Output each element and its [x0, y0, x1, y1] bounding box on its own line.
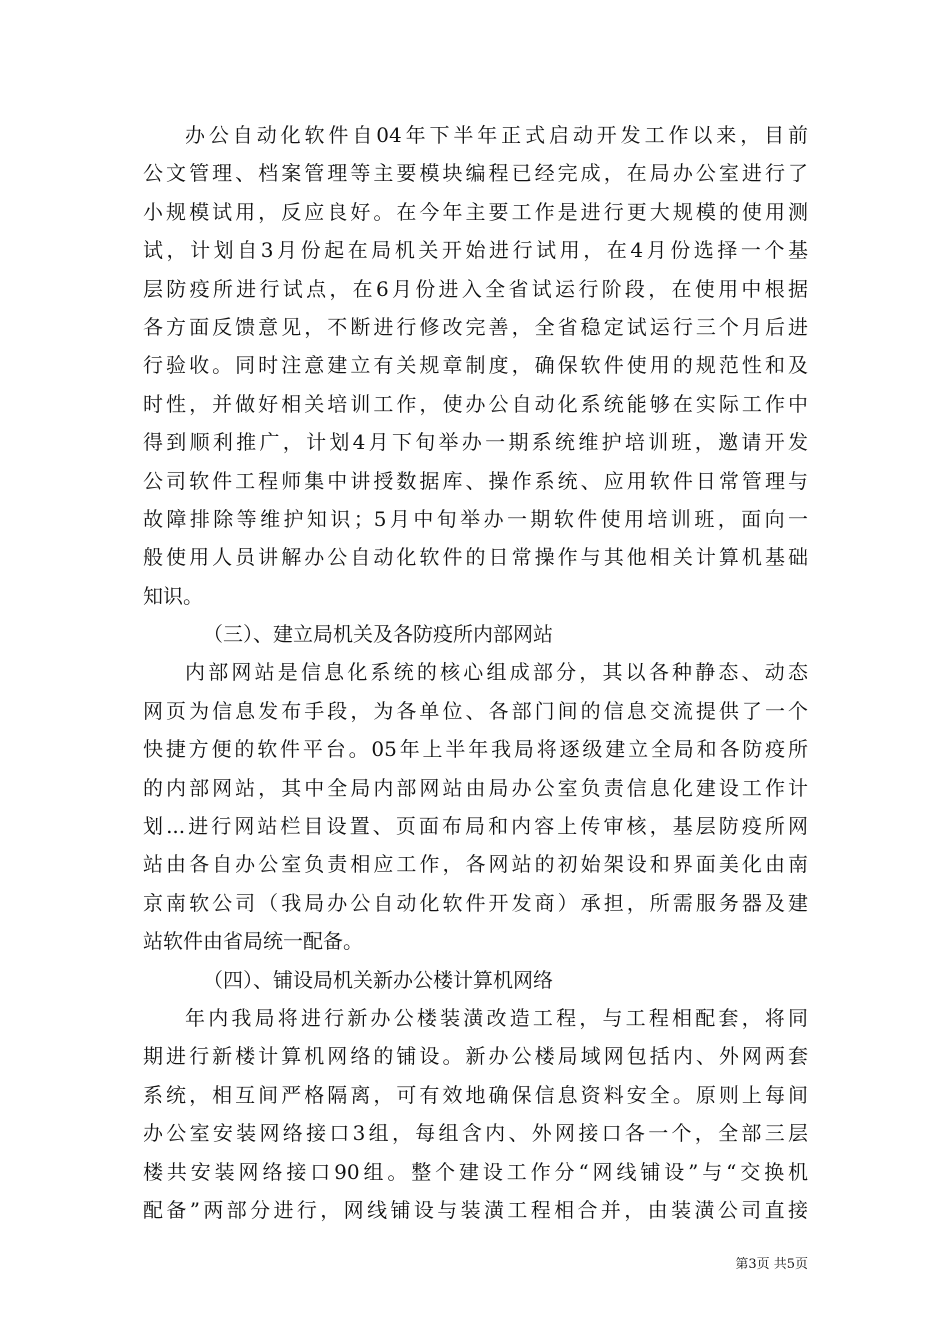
document-body — [143, 116, 808, 1229]
text-line: 快捷方便的软件平台。05年上半年我局将逐级建立全局和各防疫所 — [143, 737, 808, 762]
text-line: 配备”两部分进行，网线铺设与装潢工程相合并，由装潢公司直接 — [143, 1197, 808, 1222]
text-line: 得到顺利推广，计划4月下旬举办一期系统维护培训班，邀请开发 — [143, 430, 808, 455]
text-line: 系统，相互间严格隔离，可有效地确保信息资料安全。原则上每间 — [143, 1082, 808, 1107]
text-line: 各方面反馈意见，不断进行修改完善，全省稳定试运行三个月后进 — [143, 314, 808, 339]
text-line: 公司软件工程师集中讲授数据库、操作系统、应用软件日常管理与 — [143, 468, 808, 493]
text-line: 小规模试用，反应良好。在今年主要工作是进行更大规模的使用测 — [143, 199, 808, 224]
text-line: 行验收。同时注意建立有关规章制度，确保软件使用的规范性和及 — [143, 353, 808, 378]
text-line: 站由各自办公室负责相应工作，各网站的初始架设和界面美化由南 — [143, 852, 808, 877]
section-heading: （三）、建立局机关及各防疫所内部网站 — [203, 622, 553, 647]
text-line: 楼共安装网络接口90组。整个建设工作分“网线铺设”与“交换机 — [143, 1159, 808, 1184]
text-line: 时性，并做好相关培训工作，使办公自动化系统能够在实际工作中 — [143, 391, 808, 416]
text-line: 京南软公司（我局办公自动化软件开发商）承担，所需服务器及建 — [143, 890, 808, 915]
text-line: 划...进行网站栏目设置、页面布局和内容上传审核，基层防疫所网 — [143, 814, 808, 839]
text-line: 网页为信息发布手段，为各单位、各部门间的信息交流提供了一个 — [143, 698, 808, 723]
text-line: 办公自动化软件自04年下半年正式启动开发工作以来，目前 — [185, 123, 808, 147]
text-line: 的内部网站，其中全局内部网站由局办公室负责信息化建设工作计 — [143, 775, 808, 800]
text-line: 站软件由省局统一配备。 — [143, 929, 363, 954]
page-number: 第3页 共5页 — [735, 1257, 808, 1272]
text-line: 内部网站是信息化系统的核心组成部分，其以各种静态、动态 — [185, 660, 808, 685]
text-line: 试，计划自3月份起在局机关开始进行试用，在4月份选择一个基 — [143, 238, 808, 263]
text-line: 故障排除等维护知识；5月中旬举办一期软件使用培训班，面向一 — [143, 506, 808, 531]
text-line: 办公室安装网络接口3组，每组含内、外网接口各一个，全部三层 — [143, 1121, 808, 1146]
text-line: 年内我局将进行新办公楼装潢改造工程，与工程相配套，将同 — [185, 1005, 808, 1030]
text-line: 知识。 — [143, 583, 203, 608]
text-line: 公文管理、档案管理等主要模块编程已经完成，在局办公室进行了 — [143, 161, 808, 186]
text-line: 层防疫所进行试点，在6月份进入全省试运行阶段，在使用中根据 — [143, 276, 808, 301]
text-line: 期进行新楼计算机网络的铺设。新办公楼局域网包括内、外网两套 — [143, 1044, 808, 1069]
section-heading: （四）、铺设局机关新办公楼计算机网络 — [203, 967, 553, 992]
text-line: 般使用人员讲解办公自动化软件的日常操作与其他相关计算机基础 — [143, 545, 808, 570]
